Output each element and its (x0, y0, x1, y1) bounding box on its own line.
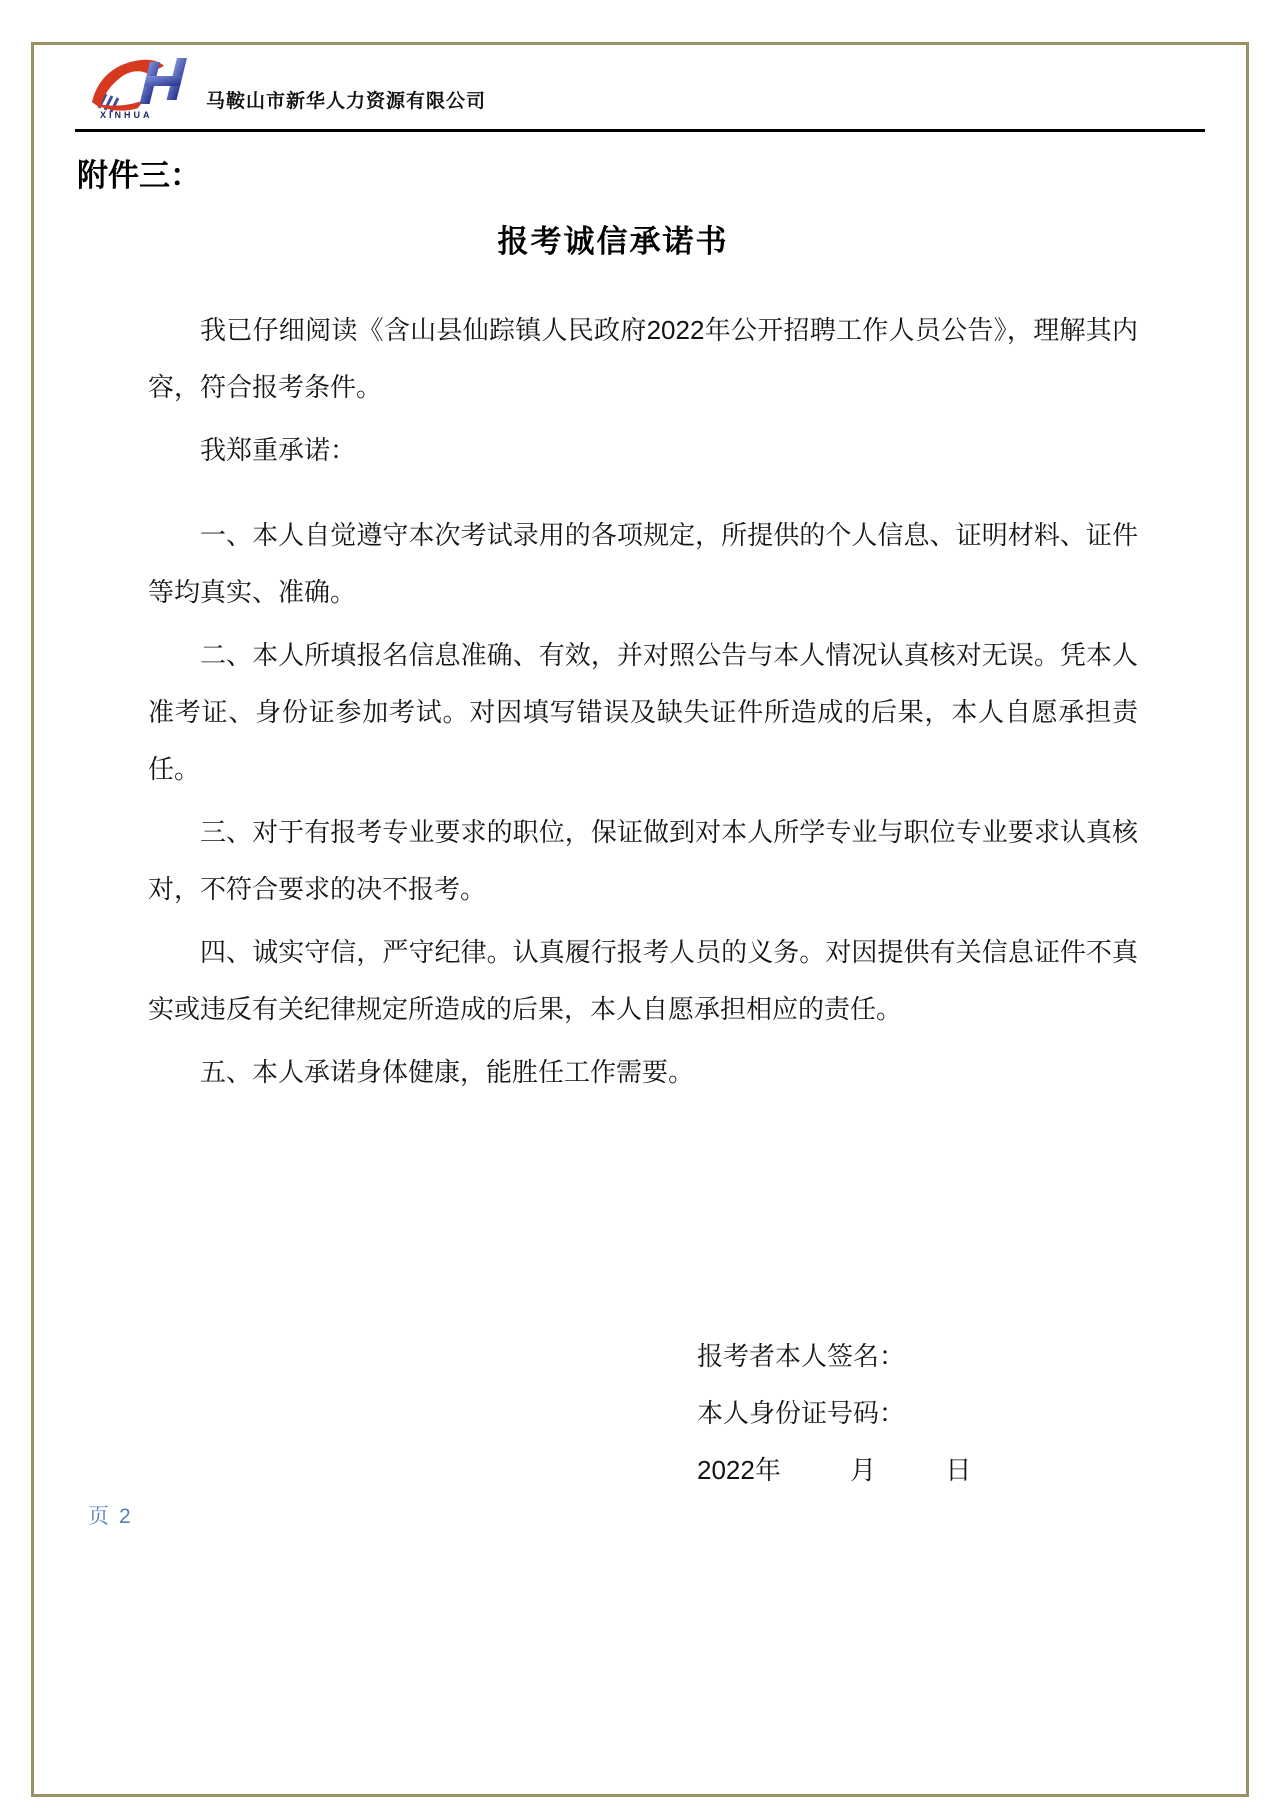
company-logo (84, 54, 196, 122)
footer-page-label: 页 (88, 1505, 109, 1528)
page-footer (88, 1500, 131, 1530)
paragraph-item-4: 四、诚实守信，严守纪律。认真履行报考人员的义务。对因提供有关信息证件不真实或违反有关纪律规定所造成的后果，本人自愿承担相应的责任。 (148, 937, 1138, 1024)
page-title: 报考诚信承诺书 (497, 224, 729, 259)
paragraph-item-3: 三、对于有报考专业要求的职位，保证做到对本人所学专业与职位专业要求认真核对，不符合要求的决不报考。 (148, 817, 1138, 904)
svg-text:XINHUA: XINHUA (100, 110, 153, 120)
date-year: 2022年 (697, 1455, 781, 1485)
date-month: 月 (850, 1455, 877, 1485)
attachment-label: 附件三： (77, 158, 201, 193)
paragraph-item-1: 一、本人自觉遵守本次考试录用的各项规定，所提供的个人信息、证明材料、证件等均真实、准确。 (148, 520, 1138, 607)
date-day: 日 (945, 1455, 972, 1485)
signature-date-line (697, 1442, 971, 1499)
xinhua-logo-icon (84, 54, 196, 122)
signature-block (697, 1328, 971, 1499)
header-divider-line (75, 129, 1205, 132)
signature-name-label: 报考者本人签名： (697, 1341, 906, 1371)
document-body (148, 302, 1138, 1107)
paragraph-pledge-lead: 我郑重承诺： (200, 435, 357, 465)
paragraph-item-2: 二、本人所填报名信息准确、有效，并对照公告与本人情况认真核对无误。凭本人准考证、身份证参加考试。对因填写错误及缺失证件所造成的后果，本人自愿承担责任。 (148, 640, 1138, 784)
company-name: 马鞍山市新华人力资源有限公司 (206, 91, 487, 112)
paragraph-intro: 我已仔细阅读《含山县仙踪镇人民政府2022年公开招聘工作人员公告》，理解其内容，符合报考条件。 (148, 315, 1138, 402)
signature-id-label: 本人身份证号码： (697, 1398, 906, 1428)
footer-page-number: 2 (119, 1505, 131, 1528)
paragraph-item-5: 五、本人承诺身体健康，能胜任工作需要。 (200, 1057, 695, 1087)
